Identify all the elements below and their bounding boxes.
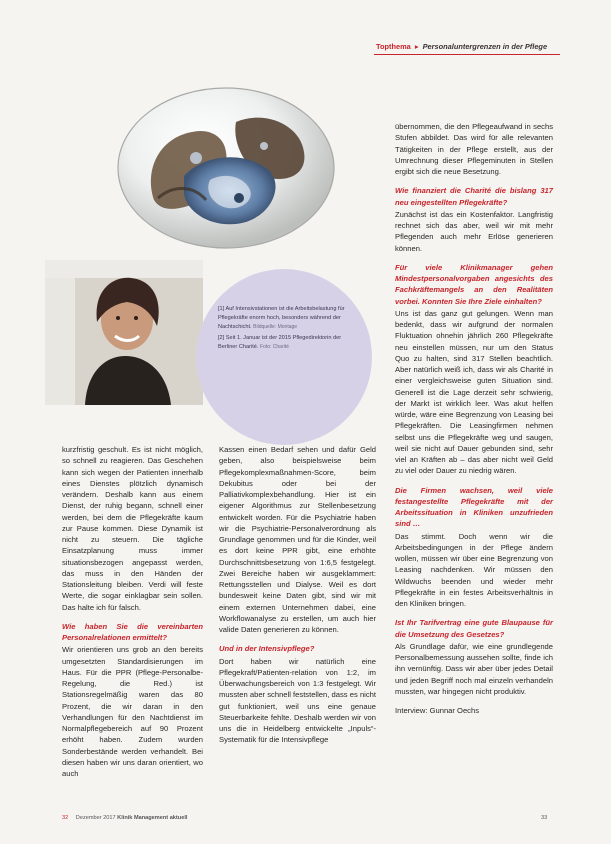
issue-date: Dezember 2017 [75,815,116,821]
caption-credit-2: Foto: Charité [259,344,289,351]
interview-question: Die Firmen wachsen, weil viele festangestellte Pflegekräfte mit der Arbeitssituation in Kliniken unzufrieden sind … [395,485,553,529]
paragraph: Zunächst ist das ein Kostenfaktor. Langfristig rechnet sich das aber, weil wir mit mehr Pflegenden auch mehr Erlöse generieren können. [395,209,553,253]
paragraph: übernommen, die den Pflegeaufwand in sechs Stufen abbildet. Das wird für alle relevanten Tätigkeiten in der Pflege erstellt, aus der Umrechnung dieser Pflegeminuten in Stellen ergibt sich die neue Besetzung. [395,122,553,176]
text-column-middle [219,443,376,746]
photo-caption [218,305,354,355]
paragraph: Als Grundlage dafür, wie eine grundlegende Personalbemessung aussehen sollte, finde ich ihn vernünftig. Dass wir aber über jedes Detail und jeden Begriff noch mal einzeln verhandeln mussten, war hingegen nicht produktiv. [395,641,553,696]
paragraph: Uns ist das ganz gut gelungen. Wenn man bedenkt, dass wir aufgrund der normalen Fluktuation ohnehin jährlich 260 Pflegekräfte neu einstellen müssen, nur um den Status Quo zu halten, sind 317 Stellen beachtlich. Aber natürlich weiß ich, dass wir als Charité in einer vergleichsweise guten Situation sind. Generell ist die Lage derzeit sehr schwierig, der Markt ist wirklich leer. Was akut helfen würde, wäre eine Begrenzung von Leasing bei Pflegekräften. Die Leasingfirmen nehmen selbst uns die Pflegekräfte weg und saugen, weil sie nicht auf Dauer gebunden sind, sehr viel an Kräften ab – das aber nicht weil Geld zu viel oder Dauer zu niedrig wären. [395,308,553,476]
interview-question: Wie haben Sie die vereinbarten Personalrelationen ermittelt? [62,621,203,642]
portrait-photo [45,260,203,405]
paragraph: kurzfristig geschult. Es ist nicht möglich, so schnell zu reagieren. Das Geschehen kann sich wegen der Patienten innerhalb eines Dienstes plötzlich dynamisch verändern. Deshalb kann aus einem Dienst, der ruhig begann, schnell einer werden, bei dem die Pflegekräfte kaum zur Pause kommen. Diese Dynamik ist nicht zu steuern. Die tägliche Einsatzplanung muss immer situationsbezogen angepasst werden, das muss in den Händen der Stationsleitung bleiben. Verdi will feste Werte, die sogar einklagbar sein sollen. Das halte ich für falsch. [62,445,203,612]
magazine-name: Klinik Management aktuell [117,815,188,821]
text-column-right [395,120,553,716]
page-number-right: 33 [541,815,548,821]
page-number-left: 32 [62,815,69,821]
paragraph: Wir orientieren uns grob an den bereits umgesetzten Standardisierungen im Haus. Für die PPR (Pflege-Personalbe-Regelung, die Red.) ist Stationsregelmäßig waren das 80 Prozent, die wir daran in den Verhandlungen für den Nachtdienst im Normalpflegebereich auf 90 Prozent erhöht haben. Zudem wurden Sonderbestände werden verhandelt. Bei diesen haben wir uns daran orientiert, wo auch [62,645,203,778]
caption-text-1: [1] Auf Intensivstationen ist die Arbeitsbelastung für Pflegekräfte enorm hoch, besonders während der Nachtschicht. [218,306,345,330]
text-column-left [62,443,203,779]
footer-left [62,815,187,821]
interview-question: Ist Ihr Tarifvertrag eine gute Blaupause für die Umsetzung des Gesetzes? [395,618,553,639]
interview-question: Für viele Klinikmanager gehen Mindestpersonalvorgaben angesichts des Fachkräftemangels an den Realitäten vorbei. Konnten Sie Ihre Ziele einhalten? [395,262,553,306]
caption-circle [196,269,372,445]
header-subtitle: Personaluntergrenzen in der Pflege [422,42,548,51]
author-credit: Interview: Gunnar Oechs [395,706,479,715]
cell-illustration [114,80,338,252]
header-separator-icon: ▸ [414,42,419,51]
portrait-illustration [45,260,203,405]
header-rule [374,54,560,55]
section-header [376,42,547,51]
paragraph: Dort haben wir natürlich eine Pflegekraft/Patienten-relation von 1:2, im Überwachungsbereich von 1:3 festgelegt. Wir mussten aber schnell feststellen, dass es nicht gut funktioniert, weil uns eine genaue Steuerbarkeite fehlte. Deshalb werden wir von uns die in Heidelberg entwickelte „Inpuls“-Systematik für die Intensivpflege [219,656,376,745]
interview-question: Und in der Intensivpflege? [219,644,315,654]
paragraph: Das stimmt. Doch wenn wir die Arbeitsbedingungen in der Pflege ändern wollen, müssen wir über eine Begrenzung von Leasing nachdenken. Wir müssen den Wildwuchs beenden und wieder mehr Pflegekräfte in ein festes Arbeitsverhältnis in den Kliniken bringen. [395,531,553,608]
interview-question: Wie finanziert die Charité die bislang 317 neu eingestellten Pflegekräfte? [395,186,553,207]
caption-text-2: [2] Seit 1. Januar ist der 2015 Pflegedirektorin der Berliner Charité. [218,335,342,351]
paragraph: Kassen einen Bedarf sehen und dafür Geld geben, also beispielsweise beim Pflegekomplexmaßnahmen-Score, beim Dekubitus oder bei der Palliativkomplexbehandlung. Hier ist ein eigener Algorithmus zur Stellenbesetzung entwickelt worden. Für die Psychiatrie haben wir die Psychiatrie-Personalverordnung als Grundlage genommen und für die Kinder, weil es dort keine PPR gibt, eine erhöhte Durchschnittsbesetzung von 1:6,5 festgelegt. Zwei Bereiche haben wir ausgeklammert: Rettungsstellen und Dialyse. Weil es dort bundesweit keine Daten gibt, sind wir mit einem externen Unternehmen dabei, eine Workflowanalyse zu erstellen, um auch hier valide Daten generieren zu können. [219,445,376,634]
header-topic: Topthema [376,42,411,51]
caption-credit-1: Bildquelle: Montage [253,323,298,330]
cell-image [114,80,338,252]
